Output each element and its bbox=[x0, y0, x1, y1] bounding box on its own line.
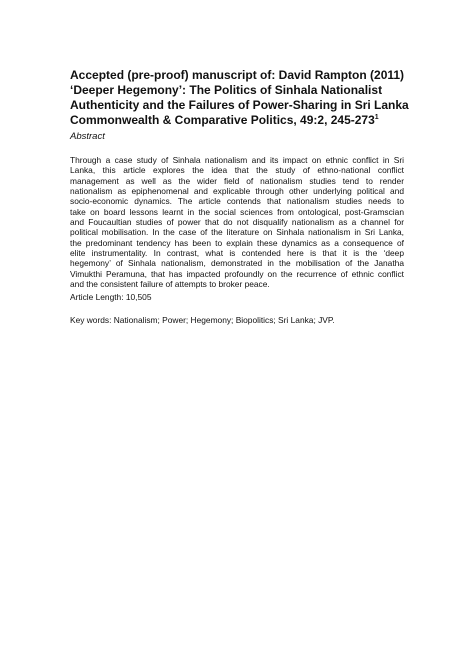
abstract-line: hegemony’ of Sinhala nationalism, demonstrated in the mobilisation of the Janatha bbox=[70, 258, 404, 269]
title-line-text: Commonwealth & Comparative Politics, 49:2, 245-273 bbox=[70, 113, 375, 127]
abstract-body bbox=[70, 155, 404, 289]
footnote-marker: 1 bbox=[374, 114, 379, 121]
title-line bbox=[70, 113, 410, 128]
abstract-line: socio-economic dynamics. The article contends that nationalism studies needs to bbox=[70, 196, 404, 207]
document-title bbox=[70, 68, 410, 128]
title-line: Authenticity and the Failures of Power-Sharing in Sri Lanka bbox=[70, 98, 409, 112]
abstract-line: and Foucaultian studies of power that do not disqualify nationalism as a channel for bbox=[70, 217, 404, 228]
abstract-heading: Abstract bbox=[70, 131, 105, 142]
abstract-line: Vimukthi Peramuna, that has impacted profoundly on the recurrence of ethnic conflict bbox=[70, 268, 404, 279]
abstract-line: political mobilisation. In the case of the literature on Sinhala nationalism in Sri Lanka, bbox=[70, 227, 404, 238]
title-line: Accepted (pre-proof) manuscript of: David Rampton (2011) bbox=[70, 68, 405, 82]
abstract-line: nationalism as epiphenomenal and explicable through other underlying political and bbox=[70, 186, 404, 197]
abstract-line: and the consistent failure of attempts to broker peace. bbox=[70, 279, 270, 290]
abstract-line: take on board lessons learnt in the social sciences from ontological, post-Gramscian bbox=[70, 206, 404, 217]
abstract-line: Lanka, this article explores the idea that the study of ethno-national conflict bbox=[70, 165, 404, 176]
keywords: Key words: Nationalism; Power; Hegemony; Biopolitics; Sri Lanka; JVP. bbox=[70, 315, 335, 325]
abstract-line: elite instrumentality. In contrast, what is contended here is that it is the ‘deep bbox=[70, 248, 404, 259]
abstract-line: the predominant tendency has been to explain these dynamics as a consequence of bbox=[70, 237, 404, 248]
article-length: Article Length: 10,505 bbox=[70, 292, 152, 302]
abstract-line: Through a case study of Sinhala nationalism and its impact on ethnic conflict in Sri bbox=[70, 155, 404, 165]
title-line: ‘Deeper Hegemony’: The Politics of Sinhala Nationalist bbox=[70, 83, 383, 97]
abstract-line: management as well as the wider field of nationalism studies tend to render bbox=[70, 175, 404, 186]
